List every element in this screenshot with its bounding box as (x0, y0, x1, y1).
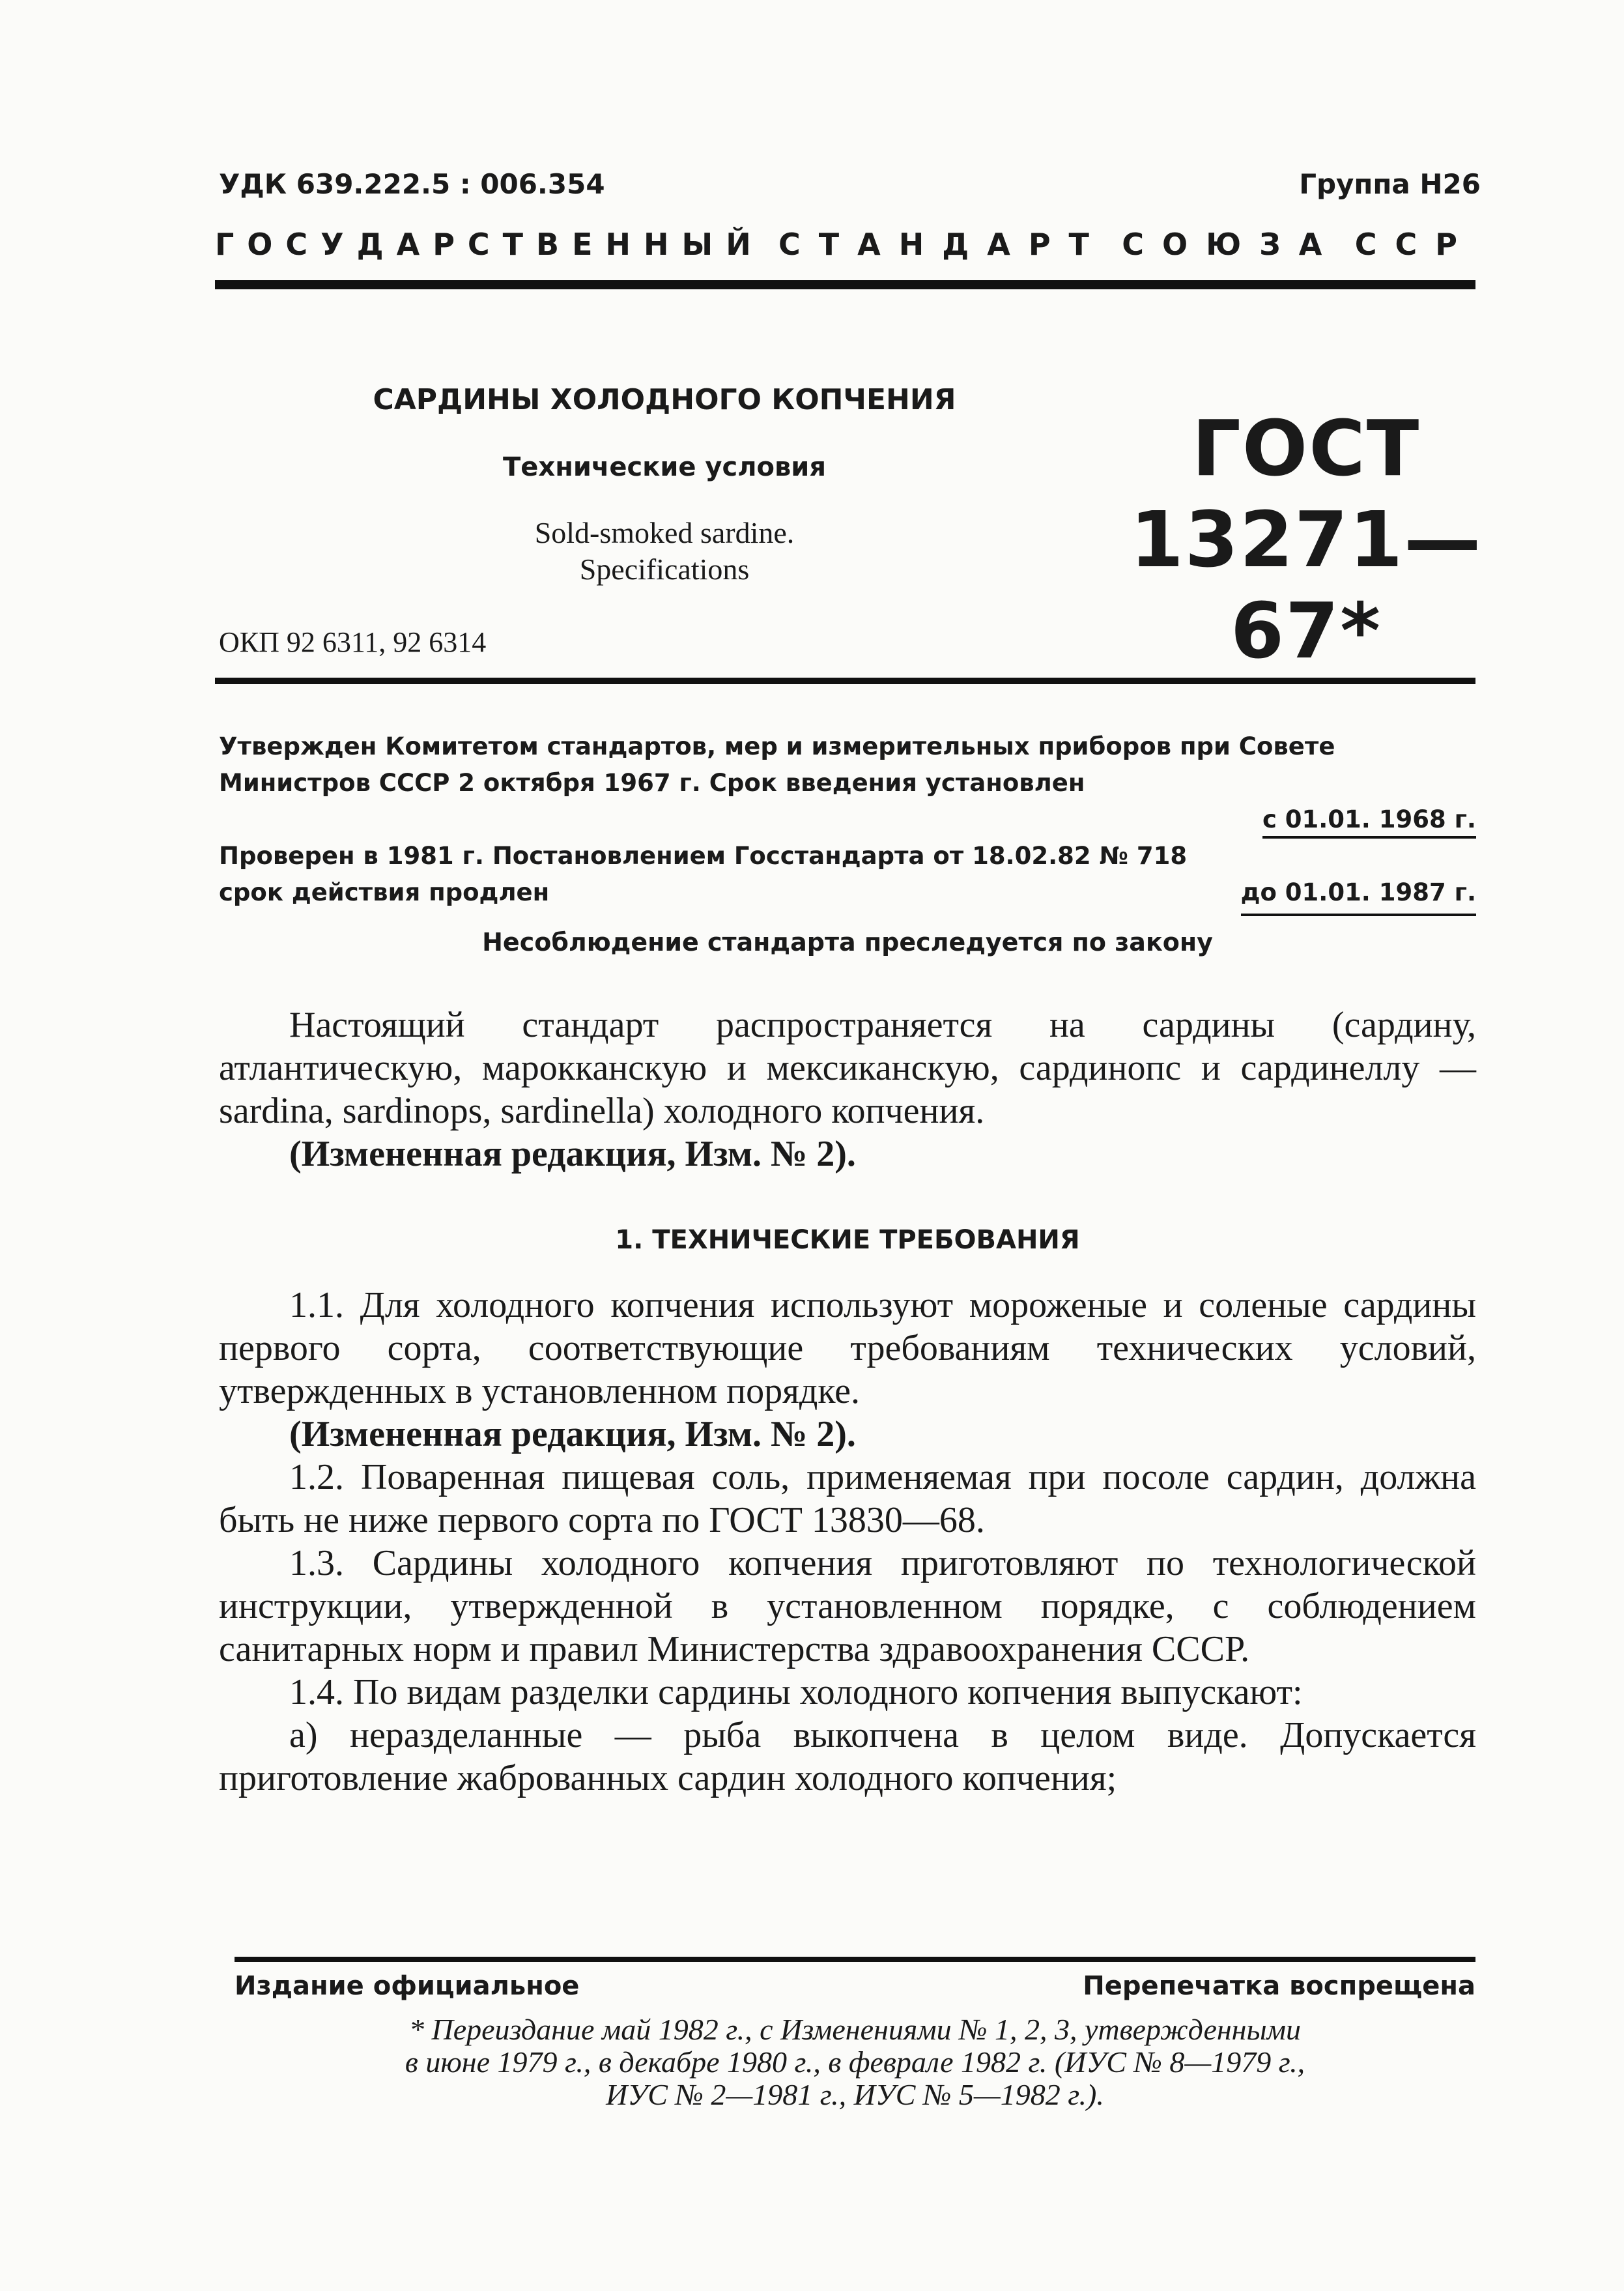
okp-codes: ОКП 92 6311, 92 6314 (219, 626, 487, 658)
banner-word: ГОСУДАРСТВЕННЫЙ (215, 227, 764, 262)
section-body (219, 1284, 1476, 1800)
amendment-note: (Измененная редакция, Изм. № 2). (289, 1134, 856, 1174)
english-title (306, 515, 1023, 588)
approval-block (219, 728, 1476, 911)
title-divider (215, 678, 1475, 684)
approval-line: Проверен в 1981 г. Постановлением Госстандарта от 18.02.82 № 718 (219, 842, 1188, 870)
reissue-footnote (235, 2013, 1475, 2111)
clause-1-4-a: а) неразделанные — рыба выкопчена в целом виде. Допускается приготовление жаброванных сардин холодного копчения; (219, 1715, 1476, 1798)
intro-block (219, 1003, 1476, 1175)
approval-line: Министров СССР 2 октября 1967 г. Срок введения установлен (219, 769, 1085, 797)
document-title: САРДИНЫ ХОЛОДНОГО КОПЧЕНИЯ (373, 383, 956, 416)
footnote-line: * Переиздание май 1982 г., с Изменениями № 1, 2, 3, утвержденными (408, 2013, 1302, 2046)
document-subtitle: Технические условия (503, 452, 826, 482)
clause-1-2: 1.2. Поваренная пищевая соль, применяемая при посоле сардин, должна быть не ниже первого сорта по ГОСТ 13830—68. (219, 1457, 1476, 1540)
amendment-note: (Измененная редакция, Изм. № 2). (289, 1414, 856, 1454)
banner-word: СОЮЗА (1122, 227, 1341, 262)
introduction-date: с 01.01. 1968 г. (1262, 805, 1476, 839)
intro-paragraph: Настоящий стандарт распространяется на сардины (сардину, атлантическую, марокканскую и мексиканскую, сардинопс и сардинеллу — sardina, sardinops, sardinella) холодного копчения. (219, 1005, 1476, 1131)
official-edition: Издание официальное (235, 1971, 580, 2001)
clause-1-4: 1.4. По видам разделки сардины холодного копчения выпускают: (289, 1672, 1303, 1712)
gost-code: 13271—67* (1130, 495, 1483, 676)
english-title-line: Specifications (579, 553, 750, 586)
approval-line: Утвержден Комитетом стандартов, мер и измерительных приборов при Совете (219, 732, 1335, 760)
reprint-prohibited: Перепечатка воспрещена (1083, 1971, 1475, 2001)
clause-1-1: 1.1. Для холодного копчения используют мороженые и соленые сардины первого сорта, соответствующие требованиям технических условий, утвержденных в установленном порядке. (219, 1285, 1476, 1411)
english-title-line: Sold-smoked sardine. (534, 516, 795, 549)
header-divider (215, 280, 1475, 289)
noncompliance-notice: Несоблюдение стандарта преследуется по закону (482, 928, 1213, 957)
footer-divider (235, 1957, 1475, 1962)
approval-extend-row (219, 874, 1476, 911)
footnote-line: в июне 1979 г., в декабре 1980 г., в феврале 1982 г. (ИУС № 8—1979 г., (405, 2045, 1305, 2079)
extension-date: до 01.01. 1987 г. (1241, 874, 1476, 916)
approval-line: срок действия продлен (219, 878, 550, 906)
state-standard-banner (215, 227, 1475, 262)
banner-word: ССР (1354, 227, 1475, 262)
clause-1-3: 1.3. Сардины холодного копчения приготовляют по технологической инструкции, утвержденной в установленном порядке, с соблюдением санитарных норм и правил Министерства здравоохранения СССР. (219, 1543, 1476, 1669)
group-code: Группа Н26 (1299, 168, 1481, 200)
approval-date-row (219, 801, 1476, 838)
section-heading: 1. ТЕХНИЧЕСКИЕ ТРЕБОВАНИЯ (615, 1225, 1080, 1255)
gost-label: ГОСТ (1191, 403, 1421, 493)
footnote-line: ИУС № 2—1981 г., ИУС № 5—1982 г.). (606, 2078, 1104, 2111)
udk-code: УДК 639.222.5 : 006.354 (219, 168, 605, 200)
gost-number (1101, 403, 1511, 676)
banner-word: СТАНДАРТ (778, 227, 1107, 262)
